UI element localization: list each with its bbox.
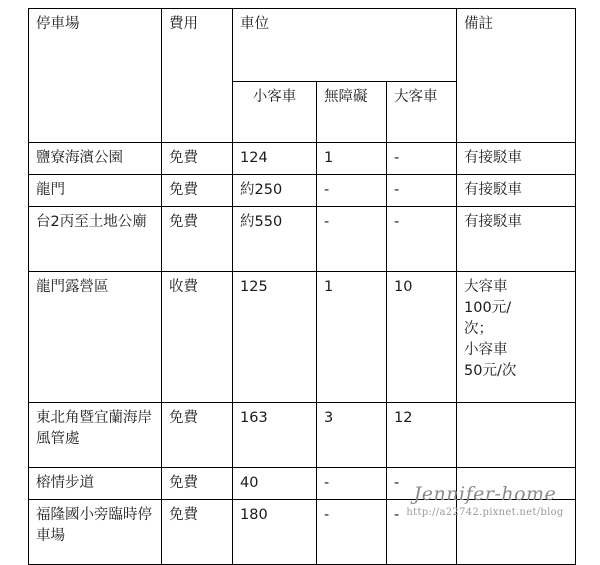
- column-header-spaces-group: 車位: [233, 9, 457, 82]
- column-header-parking-lot: 停車場: [29, 9, 162, 143]
- cell-accessible: 1: [317, 143, 387, 175]
- document-page: [28, 8, 575, 551]
- table-row: [29, 207, 576, 272]
- cell-large-car: -: [387, 207, 457, 272]
- column-header-small-car: 小客車: [233, 82, 317, 143]
- cell-small-car: 約250: [233, 175, 317, 207]
- cell-parking-lot: 鹽寮海濱公園: [29, 143, 162, 175]
- cell-accessible: 3: [317, 403, 387, 468]
- note-line: 小容車: [464, 342, 508, 359]
- cell-accessible: 1: [317, 272, 387, 403]
- cell-small-car: 180: [233, 500, 317, 565]
- cell-large-car: 10: [387, 272, 457, 403]
- cell-small-car: 125: [233, 272, 317, 403]
- cell-note: [457, 272, 576, 403]
- cell-fee: 免費: [162, 500, 233, 565]
- note-line: 100元/: [464, 300, 512, 317]
- cell-accessible: -: [317, 207, 387, 272]
- table-row: [29, 272, 576, 403]
- cell-fee: 免費: [162, 468, 233, 500]
- cell-note: 有接駁車: [457, 175, 576, 207]
- cell-accessible: -: [317, 500, 387, 565]
- note-line: 大容車: [464, 279, 508, 296]
- cell-parking-lot: 榕情步道: [29, 468, 162, 500]
- table-row: [29, 143, 576, 175]
- cell-parking-lot: 龍門: [29, 175, 162, 207]
- cell-parking-lot: 福隆國小旁臨時停車場: [29, 500, 162, 565]
- note-line: 50元/次: [464, 363, 517, 380]
- table-header-row: [29, 9, 576, 82]
- cell-note: [457, 468, 576, 500]
- cell-note: 有接駁車: [457, 207, 576, 272]
- cell-note: [457, 403, 576, 468]
- cell-parking-lot: 台2丙至土地公廟: [29, 207, 162, 272]
- cell-small-car: 40: [233, 468, 317, 500]
- watermark-url: http://a22742.pixnet.net/blog: [406, 507, 564, 518]
- cell-parking-lot: 龍門露營區: [29, 272, 162, 403]
- cell-large-car: -: [387, 500, 457, 565]
- note-line: 次；: [464, 321, 494, 338]
- cell-small-car: 163: [233, 403, 317, 468]
- cell-large-car: -: [387, 175, 457, 207]
- cell-large-car: -: [387, 468, 457, 500]
- cell-fee: 免費: [162, 175, 233, 207]
- parking-lot-table: [28, 8, 576, 565]
- cell-fee: 免費: [162, 207, 233, 272]
- cell-accessible: -: [317, 175, 387, 207]
- column-header-fee: 費用: [162, 9, 233, 143]
- column-header-accessible: 無障礙: [317, 82, 387, 143]
- cell-small-car: 124: [233, 143, 317, 175]
- cell-fee: 收費: [162, 272, 233, 403]
- column-header-large-car: 大客車: [387, 82, 457, 143]
- table-row: [29, 403, 576, 468]
- watermark-title: Jennifer-home: [413, 483, 557, 505]
- cell-fee: 免費: [162, 403, 233, 468]
- table-row: [29, 468, 576, 500]
- cell-small-car: 約550: [233, 207, 317, 272]
- cell-large-car: -: [387, 143, 457, 175]
- cell-accessible: -: [317, 468, 387, 500]
- column-header-note: 備註: [457, 9, 576, 143]
- table-row: [29, 175, 576, 207]
- cell-note: [457, 500, 576, 565]
- table-row: [29, 500, 576, 565]
- cell-parking-lot: 東北角暨宜蘭海岸風管處: [29, 403, 162, 468]
- cell-note: 有接駁車: [457, 143, 576, 175]
- cell-fee: 免費: [162, 143, 233, 175]
- cell-large-car: 12: [387, 403, 457, 468]
